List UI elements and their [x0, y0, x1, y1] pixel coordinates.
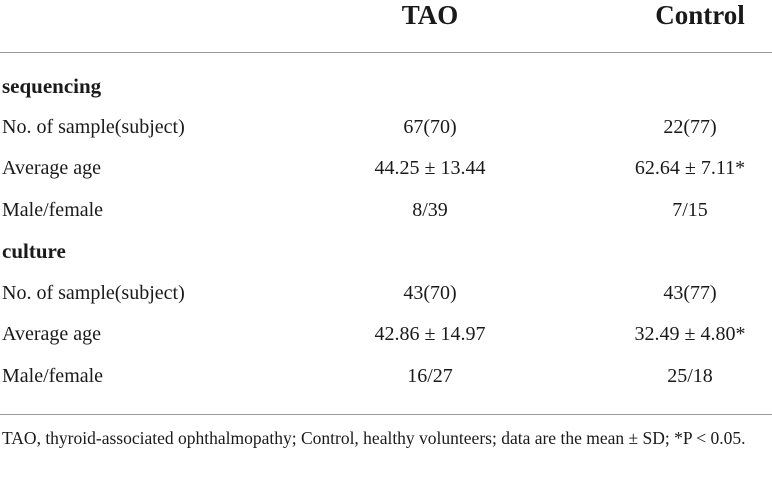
control-value: 32.49 ± 4.80*	[634, 323, 746, 345]
footer-divider	[0, 414, 772, 415]
row-label: Male/female	[2, 365, 104, 387]
row-label: Male/female	[2, 199, 104, 221]
column-header-tao: TAO	[401, 0, 459, 30]
table-header-row	[0, 0, 772, 52]
row-label: Average age	[2, 323, 102, 345]
table-row	[0, 273, 772, 314]
column-header-control: Control	[655, 0, 745, 30]
tao-value: 42.86 ± 14.97	[374, 323, 486, 345]
section-heading-sequencing	[0, 66, 772, 107]
table-row	[0, 107, 772, 148]
row-label: No. of sample(subject)	[2, 116, 185, 138]
header-divider	[0, 52, 772, 53]
row-label: Average age	[2, 157, 102, 179]
control-value: 62.64 ± 7.11*	[634, 157, 746, 179]
section-heading-culture	[0, 231, 772, 272]
control-value: 25/18	[667, 365, 713, 387]
control-value: 7/15	[672, 199, 708, 221]
row-label: No. of sample(subject)	[2, 282, 185, 304]
section-title: sequencing	[2, 74, 102, 98]
tao-value: 44.25 ± 13.44	[374, 157, 486, 179]
tao-value: 67(70)	[403, 116, 457, 138]
control-value: 43(77)	[663, 282, 717, 304]
tao-value: 43(70)	[403, 282, 457, 304]
control-value: 22(77)	[663, 116, 717, 138]
tao-value: 8/39	[412, 199, 448, 221]
table-footnote: TAO, thyroid-associated ophthalmopathy; Control, healthy volunteers; data are the mean ± SD; *P < 0.05.	[2, 428, 746, 448]
table-row	[0, 148, 772, 189]
table-row	[0, 356, 772, 397]
table-row	[0, 190, 772, 231]
tao-value: 16/27	[407, 365, 453, 387]
section-title: culture	[2, 239, 66, 263]
table-row	[0, 314, 772, 355]
